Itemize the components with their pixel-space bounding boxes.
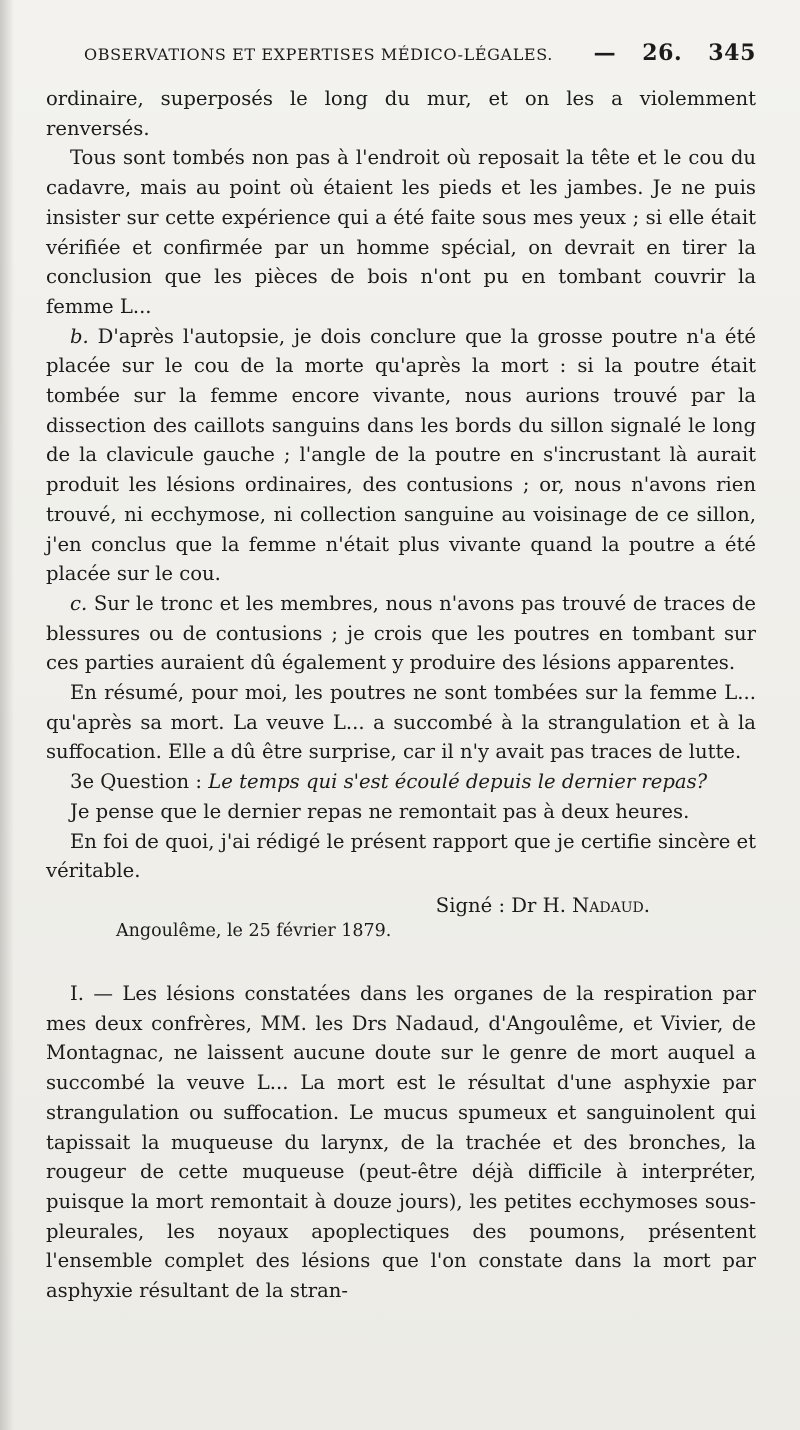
paragraph: I. — Les lésions constatées dans les organes de la respiration par mes deux confrères, MM. les Drs Nadaud, d'Angoulême, et Vivier, de Montagnac, ne laissent aucune doute sur le genre de mort auquel a succombé la veuve L... La mort est le résultat d'une asphyxie par strangulation ou suffocation. Le mucus spumeux et sanguinolent qui tapissait la muqueuse du larynx, de la trachée et des bronches, la rougeur de cette muqueuse (peut-être déjà difficile à interpréter, puisque la mort remontait à douze jours), les petites ecchymoses sous-pleurales, les noyaux apoplectiques des poumons, présentent l'ensemble complet des lésions que l'on constate dans la mort par asphyxie résultant de la stran- [46,981,756,1303]
question-prefix: Question : [94,770,209,794]
paragraph: ordinaire, superposés le long du mur, et on les a violemment renversés. [46,87,756,140]
paragraph-label: c. [70,591,88,615]
closing: En foi de quoi, j'ai rédigé le présent rapport que je certifie sincère et véritable. [46,829,756,883]
header-numbers [594,40,756,66]
paragraph: c. Sur le tronc et les membres, nous n'avons pas trouvé de traces de blessures ou de contusions ; je crois que les poutres en tombant sur ces parties auraient dû également y produire des lésions apparentes. [46,591,756,675]
page-number: 345 [708,40,756,66]
answer: Je pense que le dernier repas ne remontait pas à deux heures. [70,799,690,823]
signature-name: Nadaud. [572,893,650,917]
observation-number: 26. [642,40,683,66]
section-numeral: I. [70,981,84,1005]
paragraph: b. D'après l'autopsie, je dois conclure que la grosse poutre n'a été placée sur le cou de la morte qu'après la mort : si la poutre était tombée sur la femme encore vivante, nous aurions trouvé par la dissection des caillots sanguins dans les bords du sillon signalé le long de la clavicule gauche ; l'angle de la poutre en s'incrustant là aurait produit les lésions ordinaires, des contusions ; or, nous n'avons rien trouvé, ni ecchymose, ni collection sanguine au voisinage de ce sillon, j'en conclus que la femme n'était plus vivante quand la poutre a été placée sur le cou. [46,324,756,586]
signature-prefix: Signé : Dr H. [435,893,573,917]
question-number: 3e [70,770,95,794]
running-header [46,40,756,84]
signature [46,894,756,917]
paragraph-label: b. [70,324,89,348]
paragraph: En résumé, pour moi, les poutres ne sont tombées sur la femme L... qu'après sa mort. La veuve L... a succombé à la strangulation et à la suffocation. Elle a dû être surprise, car il n'y avait pas traces de lutte. [46,681,756,764]
question-text: Le temps qui s'est écoulé depuis le dernier repas? [208,770,708,794]
place-date: Angoulême, le 25 février 1879. [116,920,392,941]
section-two [46,979,756,1306]
page-edge-shadow [0,0,14,1430]
question-line [46,767,756,797]
header-dash: — [593,40,617,66]
running-title: OBSERVATIONS ET EXPERTISES MÉDICO-LÉGALES. [84,45,553,64]
main-text [46,84,756,886]
paragraph: Tous sont tombés non pas à l'endroit où reposait la tête et le cou du cadavre, mais au point où étaient les pieds et les jambes. Je ne puis insister sur cette expérience qui a été faite sous mes yeux ; si elle était vérifiée et confirmée par un homme spécial, on devrait en tirer la conclusion que les pièces de bois n'ont pu en tombant couvrir la femme L... [46,146,756,318]
